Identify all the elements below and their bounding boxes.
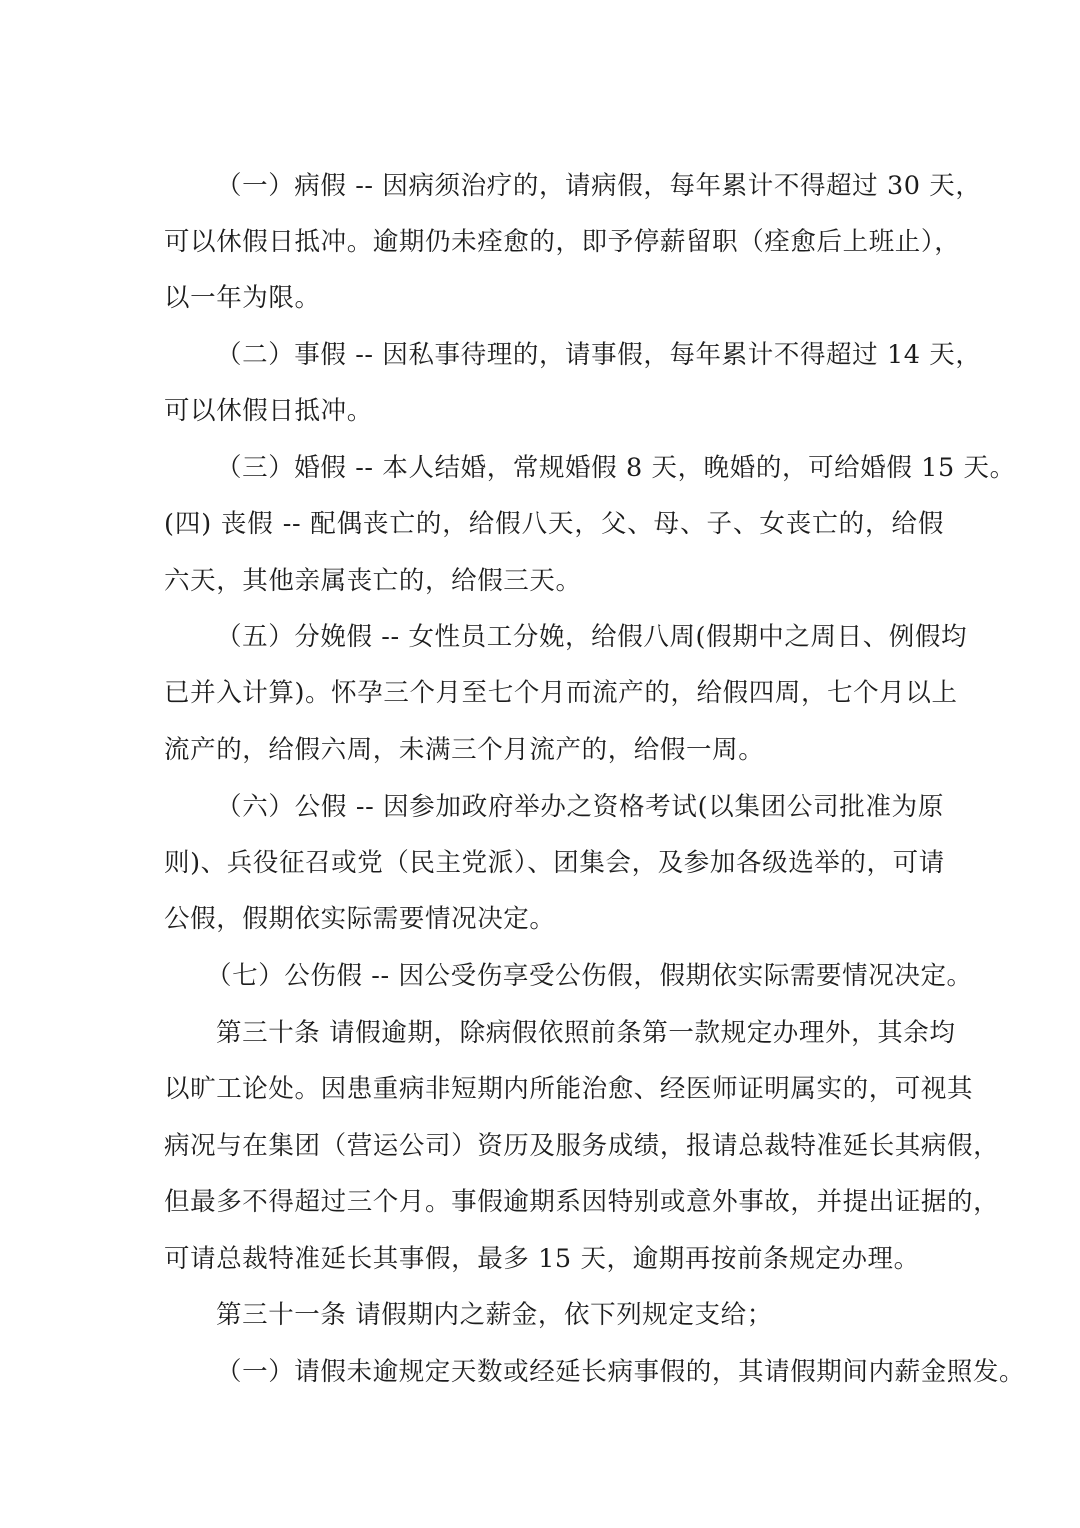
text-line: 已并入计算)。怀孕三个月至七个月而流产的，给假四周，七个月以上 [164, 678, 958, 708]
text-line: 流产的，给假六周，未满三个月流产的，给假一周。 [164, 735, 765, 765]
text-line: 以旷工论处。因患重病非短期内所能治愈、经医师证明属实的，可视其 [164, 1074, 974, 1104]
text-line: 六天，其他亲属丧亡的，给假三天。 [164, 566, 582, 596]
text-line: 可以休假日抵冲。 [164, 396, 373, 426]
text-line: （五）分娩假 -- 女性员工分娩，给假八周(假期中之周日、例假均 [216, 622, 968, 652]
text-line: (四) 丧假 -- 配偶丧亡的，给假八天，父、母、子、女丧亡的，给假 [164, 509, 944, 539]
text-line: （三）婚假 -- 本人结婚，常规婚假 8 天，晚婚的，可给婚假 15 天。 [216, 453, 1016, 483]
text-line: 以一年为限。 [164, 283, 321, 313]
text-line: 第三十一条 请假期内之薪金，依下列规定支给； [216, 1300, 773, 1330]
text-line: 病况与在集团（营运公司）资历及服务成绩，报请总裁特准延长其病假， [164, 1131, 1000, 1161]
text-line: 则)、兵役征召或党（民主党派）、团集会，及参加各级选举的，可请 [164, 848, 945, 878]
text-line: 可请总裁特准延长其事假，最多 15 天，逾期再按前条规定办理。 [164, 1244, 920, 1274]
text-line: 第三十条 请假逾期，除病假依照前条第一款规定办理外，其余均 [216, 1018, 956, 1048]
text-line: 但最多不得超过三个月。事假逾期系因特别或意外事故，并提出证据的， [164, 1187, 1000, 1217]
text-line: （七）公伤假 -- 因公受伤享受公伤假，假期依实际需要情况决定。 [206, 961, 973, 991]
text-line: （六）公假 -- 因参加政府举办之资格考试(以集团公司批准为原 [216, 792, 944, 822]
text-line: 可以休假日抵冲。逾期仍未痊愈的，即予停薪留职（痊愈后上班止）， [164, 227, 961, 257]
text-line: （二）事假 -- 因私事待理的，请事假，每年累计不得超过 14 天， [216, 340, 982, 370]
text-line: （一）请假未逾规定天数或经延长病事假的，其请假期间内薪金照发。 [216, 1357, 1026, 1387]
text-line: （一）病假 -- 因病须治疗的，请病假，每年累计不得超过 30 天， [216, 171, 982, 201]
text-line: 公假，假期依实际需要情况决定。 [164, 904, 556, 934]
